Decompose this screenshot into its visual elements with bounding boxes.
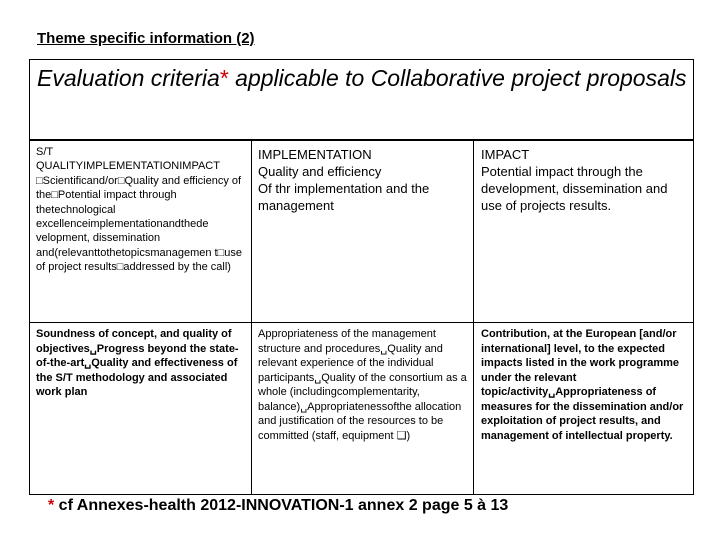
heading-asterisk: * xyxy=(219,65,229,91)
table-cell-r1c2 xyxy=(258,146,470,214)
heading-divider xyxy=(30,139,693,141)
heading-text-after: applicable to Collaborative project proposals xyxy=(228,65,687,91)
row-divider xyxy=(30,322,693,323)
footnote-asterisk: * xyxy=(48,497,55,514)
page-title: Theme specific information (2) xyxy=(37,30,255,47)
footnote-text: cf Annexes-health 2012-INNOVATION-1 annex 2 page 5 à 13 xyxy=(54,497,509,514)
table-cell-r1c3 xyxy=(481,146,691,214)
footnote xyxy=(48,497,508,515)
cell-r1c2-line1: IMPLEMENTATION xyxy=(258,147,372,162)
table-cell-r1c1 xyxy=(36,145,248,275)
cell-r1c2-line2: Quality and efficiency xyxy=(258,164,382,179)
column-divider-1 xyxy=(251,140,252,495)
cell-r1c2-line3: Of thr implementation and the management xyxy=(258,181,430,213)
cell-r2c3-text: Contribution, at the European [and/or international] level, to the expected impacts listed in the work programme under the relevant topic/activity␣Appropriateness of measures for the dissemination and/or exploitation of project results, and management of intellectual property. xyxy=(481,328,684,442)
section-heading xyxy=(37,64,687,92)
cell-r2c1-text: Soundness of concept, and quality of objectives␣Progress beyond the state- of-the-art␣Quality and effectiveness of the S/T methodology and associated work plan xyxy=(36,328,239,398)
cell-r1c1-line1: S/T xyxy=(36,146,54,158)
column-divider-2 xyxy=(473,140,474,495)
table-cell-r2c1 xyxy=(36,327,248,400)
cell-r1c3-line1: IMPACT xyxy=(481,147,530,162)
table-cell-r2c2 xyxy=(258,327,470,443)
heading-text: Evaluation criteria xyxy=(37,65,220,91)
cell-r2c2-text: Appropriateness of the management structure and procedures␣Quality and relevant experience of the individual participants␣Quality of the consortium as a whole (includingcomplementarity, balance)␣Appropriatenessofthe allocation and justification of the resources to be committed (staff, equipment ❑) xyxy=(258,328,467,442)
cell-r1c1-body: QUALITYIMPLEMENTATIONIMPACT □Scientificand/or□Quality and efficiency of the□Potential impact through thetechnological excellenceimplementationandthede velopment, dissemination and(relevanttothetopicsmanagemen t□use of project results□addressed by the call) xyxy=(36,160,242,274)
table-cell-r2c3 xyxy=(481,327,691,443)
cell-r1c3-line2: Potential impact through the development, dissemination and use of projects results. xyxy=(481,164,668,213)
